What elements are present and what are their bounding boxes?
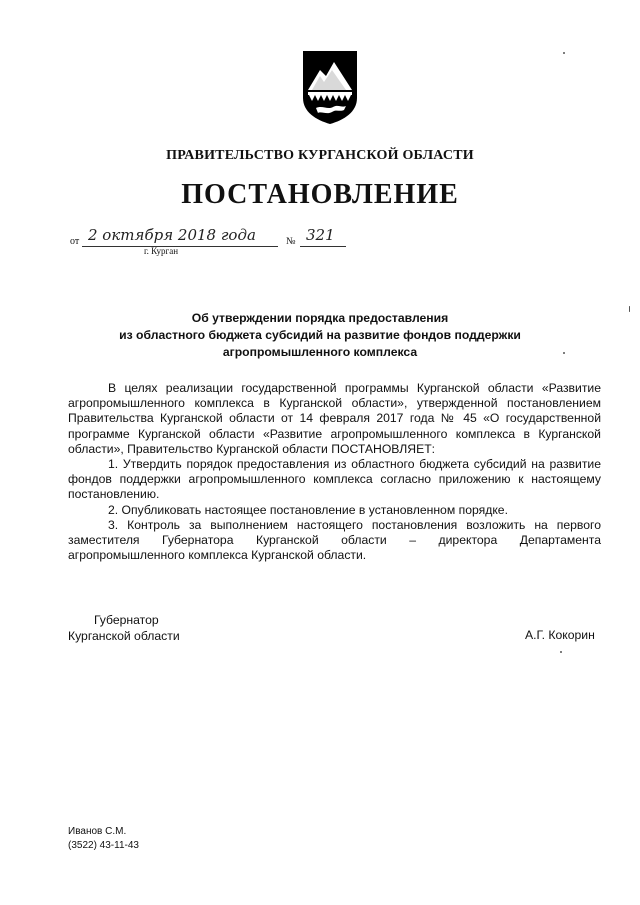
handwritten-number: 321	[306, 226, 335, 244]
city-label: г. Курган	[144, 246, 179, 256]
subject-line: из областного бюджета субсидий на развитие фондов поддержки	[119, 328, 521, 342]
subject-line: агропромышленного комплекса	[222, 345, 418, 359]
date-underline	[82, 246, 278, 247]
document-body	[68, 381, 601, 563]
signer-position-line: Губернатор	[94, 613, 159, 627]
scan-speck	[563, 52, 565, 54]
date-prefix: от	[70, 236, 80, 247]
scan-speck	[560, 651, 562, 653]
scan-speck	[629, 306, 630, 312]
body-paragraph: 2. Опубликовать настоящее постановление в установленном порядке.	[108, 502, 508, 517]
number-underline	[300, 246, 346, 247]
kurgan-coat-of-arms-icon	[300, 48, 360, 126]
executor-phone: (3522) 43-11-43	[68, 840, 139, 851]
handwritten-date: 2 октября 2018 года	[88, 226, 256, 244]
scan-speck	[563, 352, 565, 354]
signer-position	[68, 612, 180, 644]
signer-name: А.Г. Кокорин	[525, 628, 595, 642]
body-paragraph: В целях реализации государственной программы Курганской области «Развитие агропромышленного комплекса в Курганской области», утвержденной постановлением Правительства Курганской области от 14 февраля 2017 года № 45 «О государственной программе Курганской области «Развитие агропромышленного комплекса в Курганской области», Правительство Курганской области ПОСТАНОВЛЯЕТ:	[68, 381, 601, 456]
executor-name: Иванов С.М.	[68, 826, 127, 837]
body-paragraph: 3. Контроль за выполнением настоящего постановления возложить на первого заместителя Губернатора Курганской области – директора Департамента агропромышленного комплекса Курганской области.	[68, 517, 601, 563]
document-type-heading: ПОСТАНОВЛЕНИЕ	[181, 179, 459, 210]
date-number-row	[70, 226, 370, 250]
subject-line: Об утверждении порядка предоставления	[191, 311, 449, 325]
executor-contact	[68, 825, 139, 853]
signer-position-line: Курганской области	[68, 629, 180, 643]
government-title: ПРАВИТЕЛЬСТВО КУРГАНСКОЙ ОБЛАСТИ	[166, 148, 474, 163]
number-prefix: №	[286, 236, 296, 247]
body-paragraph: 1. Утвердить порядок предоставления из областного бюджета субсидий на развитие фондов поддержки агропромышленного комплекса согласно приложению к настоящему постановлению.	[68, 457, 601, 502]
document-subject	[90, 310, 550, 361]
